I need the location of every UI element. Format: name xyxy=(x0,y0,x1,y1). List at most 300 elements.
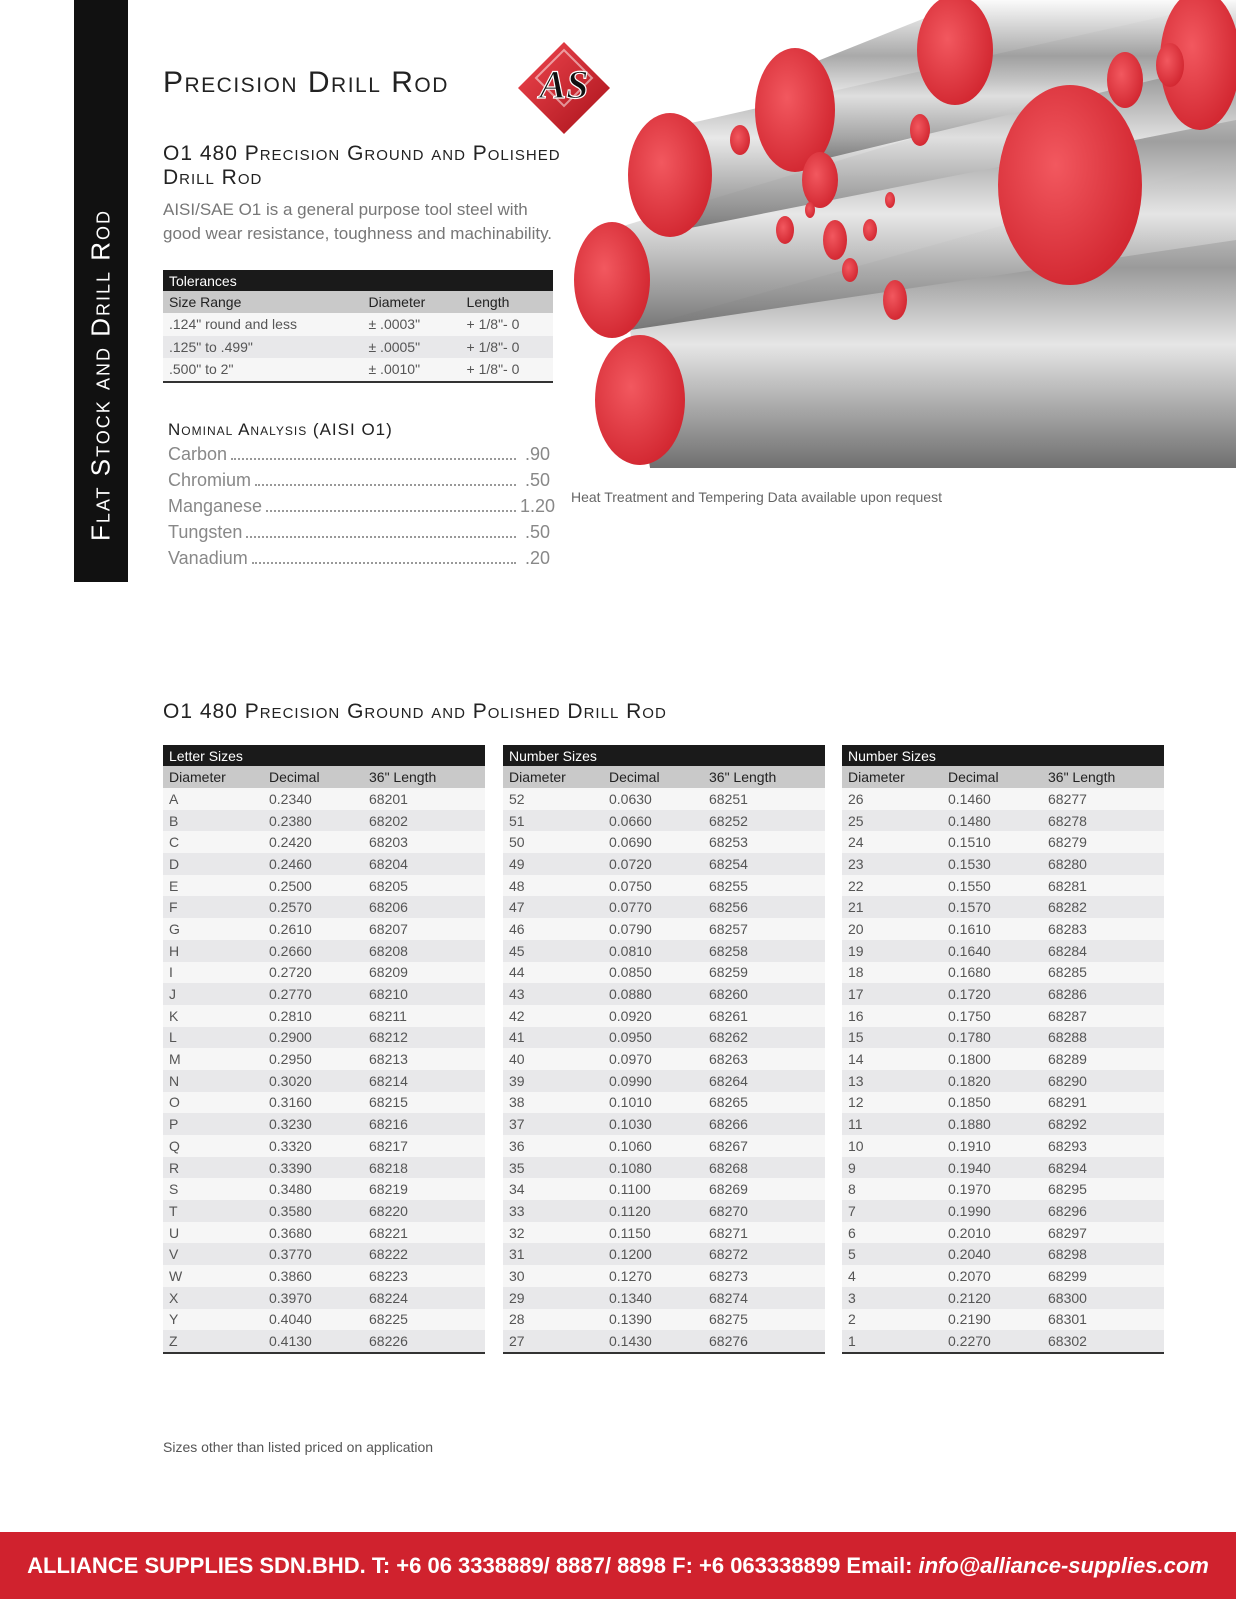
decimal-cell: 0.1390 xyxy=(603,1309,703,1331)
decimal-cell: 0.1150 xyxy=(603,1222,703,1244)
contact-footer xyxy=(0,1532,1236,1599)
diameter-cell: D xyxy=(163,853,263,875)
table-row xyxy=(503,875,825,897)
table-row xyxy=(842,1309,1164,1331)
length-cell: 68259 xyxy=(703,962,825,984)
table-row xyxy=(503,853,825,875)
length-cell: 68222 xyxy=(363,1243,485,1265)
pricing-footnote: Sizes other than listed priced on application xyxy=(163,1439,434,1455)
length-cell: 68261 xyxy=(703,1005,825,1027)
length-cell: 68221 xyxy=(363,1222,485,1244)
diameter-cell: 20 xyxy=(842,918,942,940)
product-subtitle: O1 480 Precision Ground and Polished Drill Rod xyxy=(163,142,561,189)
decimal-cell: 0.3230 xyxy=(263,1113,363,1135)
table-row xyxy=(503,1265,825,1287)
table-row xyxy=(163,1005,485,1027)
table-row xyxy=(163,1092,485,1114)
diameter-cell: 23 xyxy=(842,853,942,875)
table-row xyxy=(163,1027,485,1049)
diameter-cell: M xyxy=(163,1048,263,1070)
table-row xyxy=(842,1200,1164,1222)
table-row xyxy=(163,788,485,810)
column-header: Decimal xyxy=(603,766,703,788)
table-row xyxy=(503,1243,825,1265)
diameter-cell: P xyxy=(163,1113,263,1135)
element-name: Tungsten xyxy=(168,522,243,542)
table-row xyxy=(503,831,825,853)
length-cell: 68213 xyxy=(363,1048,485,1070)
length-cell: 68274 xyxy=(703,1287,825,1309)
diameter-cell: 47 xyxy=(503,896,603,918)
letter-sizes-table xyxy=(163,745,485,1354)
decimal-cell: 0.0920 xyxy=(603,1005,703,1027)
length-cell: 68255 xyxy=(703,875,825,897)
length-cell: 68268 xyxy=(703,1157,825,1179)
decimal-cell: 0.1340 xyxy=(603,1287,703,1309)
decimal-cell: 0.1680 xyxy=(942,962,1042,984)
table-row xyxy=(842,788,1164,810)
diameter-cell: 29 xyxy=(503,1287,603,1309)
diameter-cell: Q xyxy=(163,1135,263,1157)
diameter-cell: C xyxy=(163,831,263,853)
decimal-cell: 0.3970 xyxy=(263,1287,363,1309)
diameter-cell: 49 xyxy=(503,853,603,875)
decimal-cell: 0.0850 xyxy=(603,962,703,984)
diameter-cell: 28 xyxy=(503,1309,603,1331)
table-row xyxy=(503,1157,825,1179)
length-cell: 68271 xyxy=(703,1222,825,1244)
column-header: Diameter xyxy=(163,766,263,788)
decimal-cell: 0.0790 xyxy=(603,918,703,940)
diameter-cell: 6 xyxy=(842,1222,942,1244)
table-row xyxy=(163,1113,485,1135)
diameter-cell: 46 xyxy=(503,918,603,940)
decimal-cell: 0.2120 xyxy=(942,1287,1042,1309)
length-cell: 68260 xyxy=(703,983,825,1005)
length-cell: 68263 xyxy=(703,1048,825,1070)
decimal-cell: 0.1800 xyxy=(942,1048,1042,1070)
table-row xyxy=(503,1092,825,1114)
length-cell: 68205 xyxy=(363,875,485,897)
length-cell: 68257 xyxy=(703,918,825,940)
list-item xyxy=(168,548,550,574)
table-row xyxy=(503,788,825,810)
length-cell: 68302 xyxy=(1042,1330,1164,1353)
length-cell: 68225 xyxy=(363,1309,485,1331)
diameter-cell: 15 xyxy=(842,1027,942,1049)
email-link[interactable]: info@alliance-supplies.com xyxy=(918,1552,1209,1578)
diameter-cell: ± .0005" xyxy=(362,336,460,359)
contact-text: ALLIANCE SUPPLIES SDN.BHD. T: +6 06 3338889/ 8887/ 8898 F: +6 063338899 Email: xyxy=(27,1552,913,1578)
length-cell: 68285 xyxy=(1042,962,1164,984)
table-row xyxy=(842,983,1164,1005)
diameter-cell: 33 xyxy=(503,1200,603,1222)
table-title: Number Sizes xyxy=(842,745,1164,766)
table-row xyxy=(842,810,1164,832)
table-row xyxy=(503,1178,825,1200)
decimal-cell: 0.3860 xyxy=(263,1265,363,1287)
page-title: Precision Drill Rod xyxy=(163,66,449,99)
diameter-cell: F xyxy=(163,896,263,918)
decimal-cell: 0.1940 xyxy=(942,1157,1042,1179)
decimal-cell: 0.1820 xyxy=(942,1070,1042,1092)
decimal-cell: 0.2340 xyxy=(263,788,363,810)
heat-treatment-note: Heat Treatment and Tempering Data available upon request xyxy=(571,489,942,505)
length-cell: 68291 xyxy=(1042,1092,1164,1114)
diameter-cell: G xyxy=(163,918,263,940)
table-row xyxy=(163,983,485,1005)
table-row xyxy=(163,1200,485,1222)
diameter-cell: 37 xyxy=(503,1113,603,1135)
element-value: .50 xyxy=(524,470,550,490)
table-row xyxy=(163,962,485,984)
element-value: .50 xyxy=(524,522,550,542)
length-cell: 68299 xyxy=(1042,1265,1164,1287)
length-cell: 68281 xyxy=(1042,875,1164,897)
diameter-cell: 12 xyxy=(842,1092,942,1114)
length-cell: 68269 xyxy=(703,1178,825,1200)
decimal-cell: 0.2040 xyxy=(942,1243,1042,1265)
column-header: Diameter xyxy=(842,766,942,788)
table-row xyxy=(842,962,1164,984)
diameter-cell: 8 xyxy=(842,1178,942,1200)
table-row xyxy=(163,313,553,336)
length-cell: 68275 xyxy=(703,1309,825,1331)
diameter-cell: 5 xyxy=(842,1243,942,1265)
decimal-cell: 0.1990 xyxy=(942,1200,1042,1222)
table-row xyxy=(503,1287,825,1309)
length-cell: 68258 xyxy=(703,940,825,962)
decimal-cell: 0.1030 xyxy=(603,1113,703,1135)
size-range-cell: .500" to 2" xyxy=(163,358,362,382)
decimal-cell: 0.0990 xyxy=(603,1070,703,1092)
length-cell: 68270 xyxy=(703,1200,825,1222)
diameter-cell: 14 xyxy=(842,1048,942,1070)
diameter-cell: 3 xyxy=(842,1287,942,1309)
diameter-cell: 43 xyxy=(503,983,603,1005)
decimal-cell: 0.0720 xyxy=(603,853,703,875)
length-cell: 68254 xyxy=(703,853,825,875)
decimal-cell: 0.1640 xyxy=(942,940,1042,962)
diameter-cell: 7 xyxy=(842,1200,942,1222)
table-row xyxy=(842,1092,1164,1114)
length-cell: 68211 xyxy=(363,1005,485,1027)
column-header: 36" Length xyxy=(703,766,825,788)
table-row xyxy=(163,810,485,832)
diameter-cell: 18 xyxy=(842,962,942,984)
diameter-cell: 44 xyxy=(503,962,603,984)
decimal-cell: 0.0970 xyxy=(603,1048,703,1070)
length-cell: 68294 xyxy=(1042,1157,1164,1179)
length-cell: 68266 xyxy=(703,1113,825,1135)
length-cell: 68272 xyxy=(703,1243,825,1265)
column-header: Decimal xyxy=(942,766,1042,788)
table-row xyxy=(163,1157,485,1179)
table-row xyxy=(503,1048,825,1070)
table-row xyxy=(842,1113,1164,1135)
length-cell: 68280 xyxy=(1042,853,1164,875)
decimal-cell: 0.3770 xyxy=(263,1243,363,1265)
diameter-cell: ± .0003" xyxy=(362,313,460,336)
table-title: Letter Sizes xyxy=(163,745,485,766)
table-row xyxy=(842,1222,1164,1244)
decimal-cell: 0.2420 xyxy=(263,831,363,853)
column-header: 36" Length xyxy=(1042,766,1164,788)
diameter-cell: 27 xyxy=(503,1330,603,1353)
table-row xyxy=(503,1200,825,1222)
decimal-cell: 0.0810 xyxy=(603,940,703,962)
length-cell: 68208 xyxy=(363,940,485,962)
table-row xyxy=(503,962,825,984)
decimal-cell: 0.1550 xyxy=(942,875,1042,897)
table-row xyxy=(842,1330,1164,1353)
length-cell: 68210 xyxy=(363,983,485,1005)
table-row xyxy=(842,1005,1164,1027)
column-header: Decimal xyxy=(263,766,363,788)
table-row xyxy=(842,875,1164,897)
table-row xyxy=(842,940,1164,962)
length-cell: 68283 xyxy=(1042,918,1164,940)
diameter-cell: E xyxy=(163,875,263,897)
table-row xyxy=(163,1222,485,1244)
decimal-cell: 0.3160 xyxy=(263,1092,363,1114)
decimal-cell: 0.1970 xyxy=(942,1178,1042,1200)
dot-leader xyxy=(252,562,516,564)
dot-leader xyxy=(255,484,516,486)
column-header: 36" Length xyxy=(363,766,485,788)
diameter-cell: 34 xyxy=(503,1178,603,1200)
table-row xyxy=(503,1070,825,1092)
decimal-cell: 0.1530 xyxy=(942,853,1042,875)
table-row xyxy=(163,1265,485,1287)
decimal-cell: 0.3320 xyxy=(263,1135,363,1157)
diameter-cell: 11 xyxy=(842,1113,942,1135)
length-cell: 68216 xyxy=(363,1113,485,1135)
diameter-cell: 45 xyxy=(503,940,603,962)
table-row xyxy=(842,1178,1164,1200)
length-cell: 68284 xyxy=(1042,940,1164,962)
size-range-cell: .125" to .499" xyxy=(163,336,362,359)
length-cell: 68278 xyxy=(1042,810,1164,832)
decimal-cell: 0.2720 xyxy=(263,962,363,984)
side-tab-label: Flat Stock and Drill Rod xyxy=(85,208,116,542)
decimal-cell: 0.3020 xyxy=(263,1070,363,1092)
table-row xyxy=(163,853,485,875)
decimal-cell: 0.1010 xyxy=(603,1092,703,1114)
length-cell: 68219 xyxy=(363,1178,485,1200)
decimal-cell: 0.2380 xyxy=(263,810,363,832)
diameter-cell: W xyxy=(163,1265,263,1287)
table-row xyxy=(842,1265,1164,1287)
table-row xyxy=(503,1135,825,1157)
diameter-cell: 21 xyxy=(842,896,942,918)
table-row xyxy=(842,1287,1164,1309)
table-row xyxy=(503,918,825,940)
decimal-cell: 0.4040 xyxy=(263,1309,363,1331)
length-cell: 68297 xyxy=(1042,1222,1164,1244)
decimal-cell: 0.2660 xyxy=(263,940,363,962)
length-cell: + 1/8"- 0 xyxy=(461,336,553,359)
diameter-cell: 9 xyxy=(842,1157,942,1179)
decimal-cell: 0.1080 xyxy=(603,1157,703,1179)
decimal-cell: 0.1910 xyxy=(942,1135,1042,1157)
table-row xyxy=(163,1178,485,1200)
table-row xyxy=(163,918,485,940)
length-cell: 68286 xyxy=(1042,983,1164,1005)
diameter-cell: 42 xyxy=(503,1005,603,1027)
decimal-cell: 0.4130 xyxy=(263,1330,363,1353)
list-item xyxy=(168,470,550,496)
diameter-cell: S xyxy=(163,1178,263,1200)
list-item xyxy=(168,522,550,548)
length-cell: 68293 xyxy=(1042,1135,1164,1157)
length-cell: 68282 xyxy=(1042,896,1164,918)
length-cell: 68287 xyxy=(1042,1005,1164,1027)
length-cell: 68300 xyxy=(1042,1287,1164,1309)
diameter-cell: Y xyxy=(163,1309,263,1331)
length-cell: 68289 xyxy=(1042,1048,1164,1070)
element-value: 1.20 xyxy=(520,496,556,516)
decimal-cell: 0.1510 xyxy=(942,831,1042,853)
number-sizes-table-2 xyxy=(842,745,1164,1354)
length-cell: 68251 xyxy=(703,788,825,810)
column-header: Diameter xyxy=(362,291,460,313)
decimal-cell: 0.3480 xyxy=(263,1178,363,1200)
decimal-cell: 0.1570 xyxy=(942,896,1042,918)
length-cell: 68288 xyxy=(1042,1027,1164,1049)
decimal-cell: 0.0950 xyxy=(603,1027,703,1049)
diameter-cell: 22 xyxy=(842,875,942,897)
table-row xyxy=(163,1048,485,1070)
table-row xyxy=(842,1135,1164,1157)
decimal-cell: 0.0660 xyxy=(603,810,703,832)
length-cell: 68276 xyxy=(703,1330,825,1353)
table-row xyxy=(503,1309,825,1331)
diameter-cell: 51 xyxy=(503,810,603,832)
decimal-cell: 0.1060 xyxy=(603,1135,703,1157)
analysis-title: Nominal Analysis (AISI O1) xyxy=(168,420,393,439)
length-cell: + 1/8"- 0 xyxy=(461,313,553,336)
length-cell: 68292 xyxy=(1042,1113,1164,1135)
diameter-cell: 25 xyxy=(842,810,942,832)
length-cell: 68262 xyxy=(703,1027,825,1049)
table-row xyxy=(163,831,485,853)
list-item xyxy=(168,496,556,522)
length-cell: 68277 xyxy=(1042,788,1164,810)
length-cell: + 1/8"- 0 xyxy=(461,358,553,382)
table-row xyxy=(503,1027,825,1049)
diameter-cell: 30 xyxy=(503,1265,603,1287)
decimal-cell: 0.0880 xyxy=(603,983,703,1005)
table-title: Number Sizes xyxy=(503,745,825,766)
decimal-cell: 0.1850 xyxy=(942,1092,1042,1114)
decimal-cell: 0.2900 xyxy=(263,1027,363,1049)
table-row xyxy=(842,1157,1164,1179)
element-name: Chromium xyxy=(168,470,252,490)
diameter-cell: 50 xyxy=(503,831,603,853)
table-row xyxy=(842,896,1164,918)
diameter-cell: 36 xyxy=(503,1135,603,1157)
length-cell: 68212 xyxy=(363,1027,485,1049)
diameter-cell: J xyxy=(163,983,263,1005)
table-row xyxy=(503,896,825,918)
length-cell: 68224 xyxy=(363,1287,485,1309)
length-cell: 68290 xyxy=(1042,1070,1164,1092)
length-cell: 68296 xyxy=(1042,1200,1164,1222)
length-cell: 68253 xyxy=(703,831,825,853)
section-title: O1 480 Precision Ground and Polished Drill Rod xyxy=(163,700,667,723)
decimal-cell: 0.2010 xyxy=(942,1222,1042,1244)
product-description: AISI/SAE O1 is a general purpose tool steel with good wear resistance, toughness and machinability. xyxy=(163,200,553,243)
table-row xyxy=(163,358,553,382)
table-row xyxy=(503,1330,825,1353)
decimal-cell: 0.1460 xyxy=(942,788,1042,810)
decimal-cell: 0.2270 xyxy=(942,1330,1042,1353)
decimal-cell: 0.2770 xyxy=(263,983,363,1005)
list-item xyxy=(168,444,550,470)
table-row xyxy=(163,1287,485,1309)
length-cell: 68214 xyxy=(363,1070,485,1092)
length-cell: 68217 xyxy=(363,1135,485,1157)
table-row xyxy=(163,940,485,962)
diameter-cell: 40 xyxy=(503,1048,603,1070)
table-row xyxy=(163,1243,485,1265)
element-name: Manganese xyxy=(168,496,263,516)
diameter-cell: X xyxy=(163,1287,263,1309)
diameter-cell: K xyxy=(163,1005,263,1027)
length-cell: 68215 xyxy=(363,1092,485,1114)
diameter-cell: 13 xyxy=(842,1070,942,1092)
table-row xyxy=(842,853,1164,875)
element-value: .20 xyxy=(524,548,550,568)
tolerances-table xyxy=(163,270,553,383)
dot-leader xyxy=(246,536,516,538)
rod-group xyxy=(574,0,1236,468)
element-name: Carbon xyxy=(168,444,228,464)
table-row xyxy=(163,896,485,918)
decimal-cell: 0.1270 xyxy=(603,1265,703,1287)
decimal-cell: 0.2570 xyxy=(263,896,363,918)
element-name: Vanadium xyxy=(168,548,248,568)
decimal-cell: 0.1100 xyxy=(603,1178,703,1200)
diameter-cell: Z xyxy=(163,1330,263,1353)
diameter-cell: 32 xyxy=(503,1222,603,1244)
diameter-cell: 17 xyxy=(842,983,942,1005)
diameter-cell: U xyxy=(163,1222,263,1244)
diameter-cell: V xyxy=(163,1243,263,1265)
table-row xyxy=(503,1222,825,1244)
table-row xyxy=(842,831,1164,853)
decimal-cell: 0.2190 xyxy=(942,1309,1042,1331)
diameter-cell: 10 xyxy=(842,1135,942,1157)
decimal-cell: 0.3390 xyxy=(263,1157,363,1179)
dot-leader xyxy=(266,510,516,512)
length-cell: 68273 xyxy=(703,1265,825,1287)
diameter-cell: R xyxy=(163,1157,263,1179)
table-row xyxy=(842,1027,1164,1049)
diameter-cell: O xyxy=(163,1092,263,1114)
diameter-cell: 38 xyxy=(503,1092,603,1114)
length-cell: 68252 xyxy=(703,810,825,832)
decimal-cell: 0.1480 xyxy=(942,810,1042,832)
diameter-cell: N xyxy=(163,1070,263,1092)
element-value: .90 xyxy=(524,444,550,464)
decimal-cell: 0.0690 xyxy=(603,831,703,853)
decimal-cell: 0.0750 xyxy=(603,875,703,897)
number-sizes-table-1 xyxy=(503,745,825,1354)
decimal-cell: 0.1430 xyxy=(603,1330,703,1353)
length-cell: 68301 xyxy=(1042,1309,1164,1331)
